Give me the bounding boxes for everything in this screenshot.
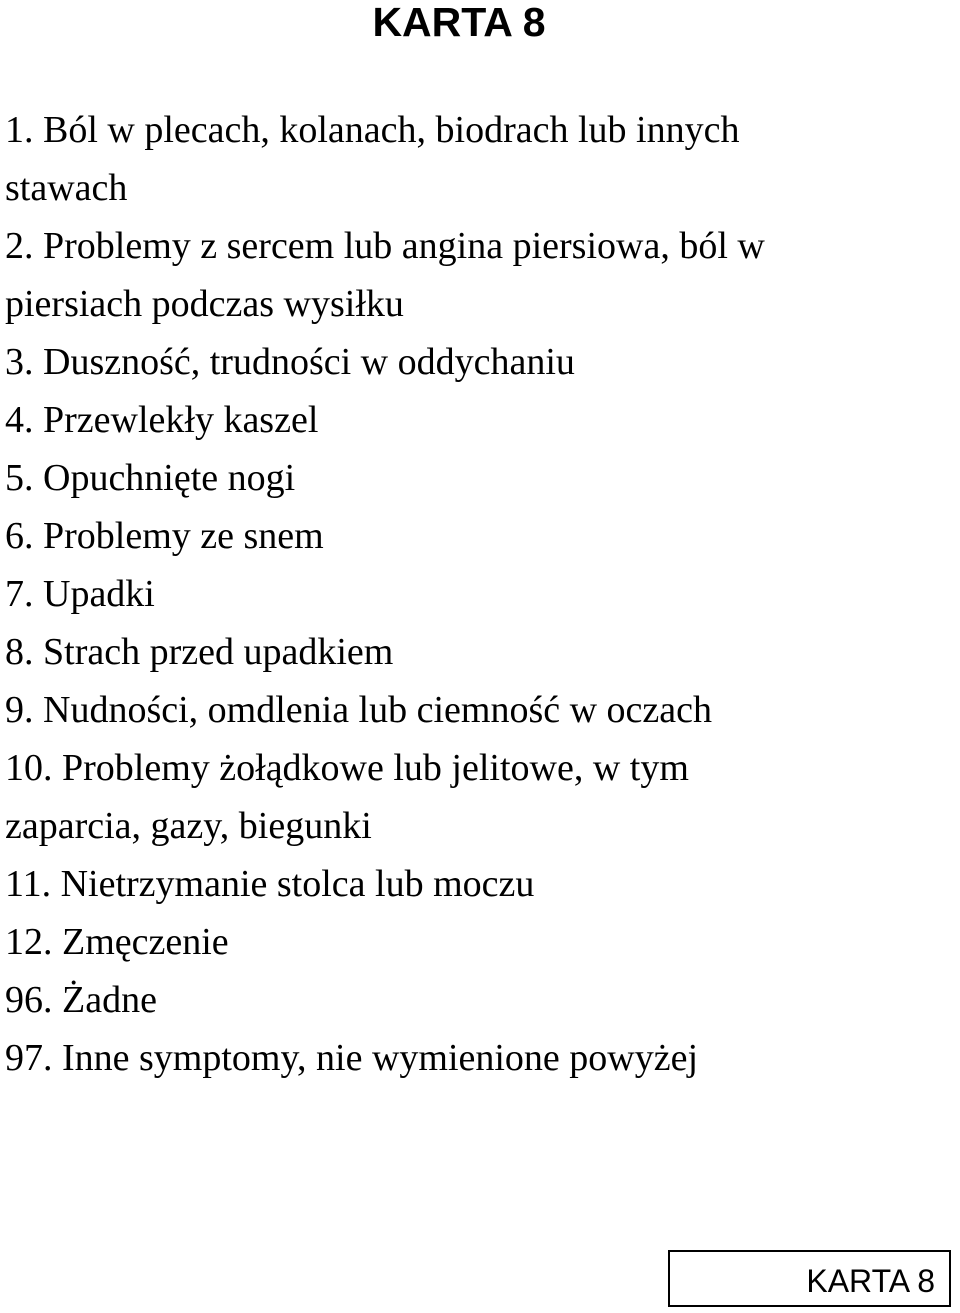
list-item: 9. Nudności, omdlenia lub ciemność w oczach bbox=[5, 689, 713, 731]
list-item: 12. Zmęczenie bbox=[5, 921, 229, 963]
list-item: 8. Strach przed upadkiem bbox=[5, 631, 394, 673]
list-item: zaparcia, gazy, biegunki bbox=[5, 805, 372, 847]
list-item: 5. Opuchnięte nogi bbox=[5, 457, 296, 499]
list-item: 96. Żadne bbox=[5, 979, 157, 1021]
list-item: 6. Problemy ze snem bbox=[5, 515, 324, 557]
list-item: 2. Problemy z sercem lub angina piersiowa, ból w bbox=[5, 225, 765, 267]
symptom-list bbox=[5, 101, 905, 1087]
list-item: 11. Nietrzymanie stolca lub moczu bbox=[5, 863, 535, 905]
list-item: 3. Duszność, trudności w oddychaniu bbox=[5, 341, 575, 383]
list-item: 1. Ból w plecach, kolanach, biodrach lub innych bbox=[5, 109, 740, 151]
list-item: piersiach podczas wysiłku bbox=[5, 283, 404, 325]
card-label-box bbox=[668, 1250, 951, 1307]
list-item: 97. Inne symptomy, nie wymienione powyżej bbox=[5, 1037, 699, 1079]
list-item: 4. Przewlekły kaszel bbox=[5, 399, 319, 441]
card-label: KARTA 8 bbox=[806, 1263, 935, 1299]
list-item: 10. Problemy żołądkowe lub jelitowe, w tym bbox=[5, 747, 689, 789]
page-title: KARTA 8 bbox=[372, 0, 546, 45]
list-item: stawach bbox=[5, 167, 128, 209]
list-item: 7. Upadki bbox=[5, 573, 155, 615]
